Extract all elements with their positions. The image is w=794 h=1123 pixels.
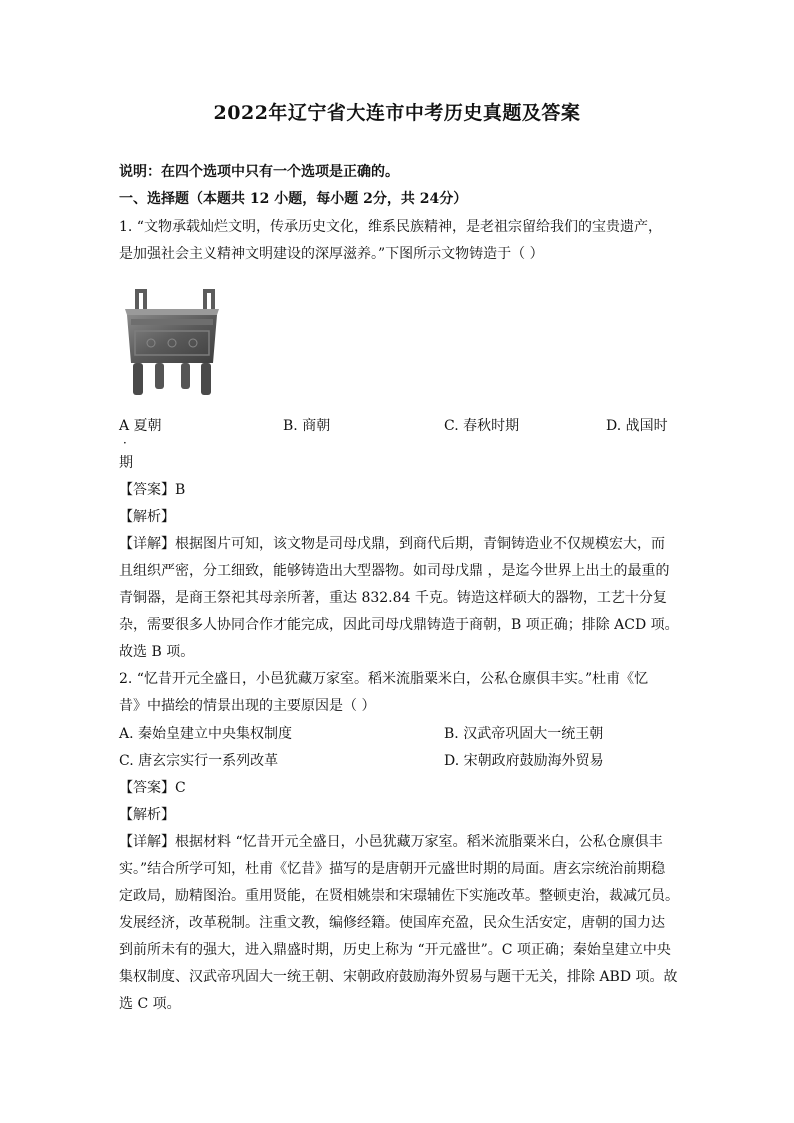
q2-detail-line: 集权制度、汉武帝巩固大一统王朝、宋朝政府鼓励海外贸易与题干无关，排除 ABD 项。故 <box>119 969 678 985</box>
q2-option-b: B. 汉武帝巩固大一统王朝 <box>444 726 604 742</box>
q1-stem-line-2: 是加强社会主义精神文明建设的深厚滋养。”下图所示文物铸造于（ ） <box>119 246 544 262</box>
q2-option-d: D. 宋朝政府鼓励海外贸易 <box>444 753 604 769</box>
section-heading: 一、选择题（本题共 12 小题，每小题 2分，共 24分） <box>119 191 468 207</box>
q1-option-a-dot: ． <box>123 432 136 446</box>
q2-detail-line: 到前所未有的强大，进入鼎盛时期，历史上称为 “开元盛世”。C 项正确；秦始皇建立中央 <box>119 942 671 958</box>
q2-detail-line: 【详解】根据材料 “忆昔开元全盛日，小邑犹藏万家室。稻米流脂粟米白，公私仓廪俱丰 <box>119 834 663 850</box>
q2-detail-line: 定政局，励精图治。重用贤能，在贤相姚崇和宋璟辅佐下实施改革。整顿吏治，裁减冗员。 <box>119 888 679 904</box>
q2-analysis-label: 【解析】 <box>119 807 175 823</box>
q1-option-b: B. 商朝 <box>283 418 331 434</box>
q1-option-d: D. 战国时 <box>606 418 668 434</box>
q1-stem-line-1: 1. “文物承载灿烂文明，传承历史文化，维系民族精神，是老祖宗留给我们的宝贵遗产， <box>119 219 662 235</box>
q2-stem-line-2: 昔》中描绘的情景出现的主要原因是（ ） <box>119 698 376 714</box>
q2-stem-line-1: 2. “忆昔开元全盛日，小邑犹藏万家室。稻米流脂粟米白，公私仓廪俱丰实。”杜甫《忆 <box>119 671 649 687</box>
q2-detail-line: 选 C 项。 <box>119 996 181 1012</box>
q2-detail-line: 实。”结合所学可知，杜甫《忆昔》描写的是唐朝开元盛世时期的局面。唐玄宗统治前期稳 <box>119 861 666 877</box>
q2-option-a: A. 秦始皇建立中央集权制度 <box>119 726 293 742</box>
q1-detail-line: 【详解】根据图片可知，该文物是司母戊鼎，到商代后期，青铜铸造业不仅规模宏大，而 <box>119 536 665 552</box>
q2-detail-line: 发展经济，改革税制。注重文教，编修经籍。使国库充盈，民众生活安定，唐朝的国力达 <box>119 915 665 931</box>
page-title: 2022年辽宁省大连市中考历史真题及答案 <box>213 102 581 124</box>
bronze-ding-image <box>121 287 223 399</box>
q1-detail-line: 杂，需要很多人协同合作才能完成，因此司母戊鼎铸造于商朝，B 项正确；排除 ACD 项。 <box>119 617 679 633</box>
q2-answer: 【答案】C <box>119 780 186 796</box>
q1-analysis-label: 【解析】 <box>119 509 175 525</box>
q1-detail-line: 故选 B 项。 <box>119 644 195 660</box>
q1-option-a: A 夏朝 <box>119 418 162 434</box>
q1-option-c: C. 春秋时期 <box>444 418 520 434</box>
instruction-note: 说明：在四个选项中只有一个选项是正确的。 <box>119 164 399 180</box>
q1-answer: 【答案】B <box>119 482 186 498</box>
q1-option-d-continuation: 期 <box>119 455 133 471</box>
q1-detail-line: 且组织严密，分工细致，能够铸造出大型器物。如司母戊鼎 ，是迄今世界上出土的最重的 <box>119 563 670 579</box>
q2-option-c: C. 唐玄宗实行一系列改革 <box>119 753 279 769</box>
q1-detail-line: 青铜器，是商王祭祀其母亲所著，重达 832.84 千克。铸造这样硕大的器物，工艺十分复 <box>119 590 667 606</box>
